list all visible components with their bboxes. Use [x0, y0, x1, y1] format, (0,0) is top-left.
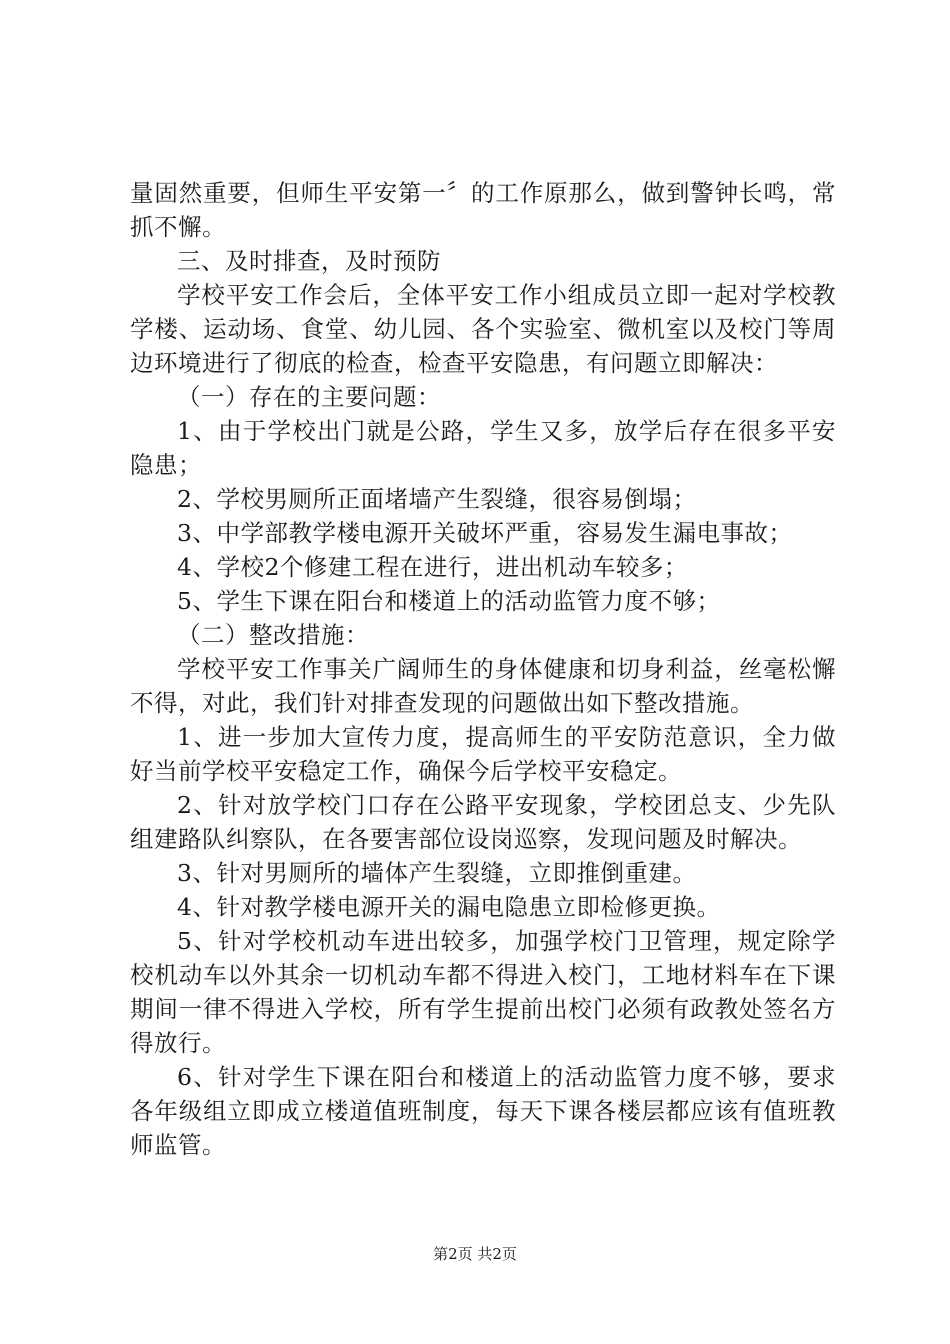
list-item: 6、针对学生下课在阳台和楼道上的活动监管力度不够，要求各年级组立即成立楼道值班制度，每天下课各楼层都应该有值班教师监管。	[130, 1063, 836, 1159]
list-item: 5、针对学校机动车进出较多，加强学校门卫管理，规定除学校机动车以外其余一切机动车都不得进入校门，工地材料车在下课期间一律不得进入学校，所有学生提前出校门必须有政教处签名方得放行。	[130, 927, 836, 1057]
list-item: 3、中学部教学楼电源开关破坏严重，容易发生漏电事故；	[177, 519, 793, 547]
list-item: 2、学校男厕所正面堵墙产生裂缝，很容易倒塌；	[177, 485, 697, 513]
section-heading: 三、及时排查，及时预防	[177, 247, 441, 275]
page-footer	[0, 1244, 950, 1264]
list-item: 1、进一步加大宣传力度，提高师生的平安防范意识，全力做好当前学校平安稳定工作，确保今后学校平安稳定。	[130, 723, 836, 785]
list-item: 4、学校2个修建工程在进行，进出机动车较多；	[177, 553, 688, 581]
list-item: 1、由于学校出门就是公路，学生又多，放学后存在很多平安隐患；	[130, 417, 836, 479]
page-number: 第2页 共2页	[433, 1245, 517, 1263]
subsection-heading: （二）整改措施：	[177, 621, 369, 649]
paragraph: 学校平安工作事关广阔师生的身体健康和切身利益，丝毫松懈不得，对此，我们针对排查发现的问题做出如下整改措施。	[130, 655, 836, 717]
subsection-heading: （一）存在的主要问题：	[177, 383, 441, 411]
list-item: 2、针对放学校门口存在公路平安现象，学校团总支、少先队组建路队纠察队，在各要害部位设岗巡察，发现问题及时解决。	[130, 791, 836, 853]
list-item: 4、针对教学楼电源开关的漏电隐患立即检修更换。	[177, 893, 721, 921]
paragraph: 学校平安工作会后，全体平安工作小组成员立即一起对学校教学楼、运动场、食堂、幼儿园、各个实验室、微机室以及校门等周边环境进行了彻底的检查，检查平安隐患，有问题立即解决：	[130, 281, 836, 377]
list-item: 5、学生下课在阳台和楼道上的活动监管力度不够；	[177, 587, 721, 615]
paragraph: 量固然重要，但师生平安第一〞的工作原那么，做到警钟长鸣，常抓不懈。	[130, 179, 836, 241]
list-item: 3、针对男厕所的墙体产生裂缝，立即推倒重建。	[177, 859, 697, 887]
document-body	[130, 176, 836, 1162]
